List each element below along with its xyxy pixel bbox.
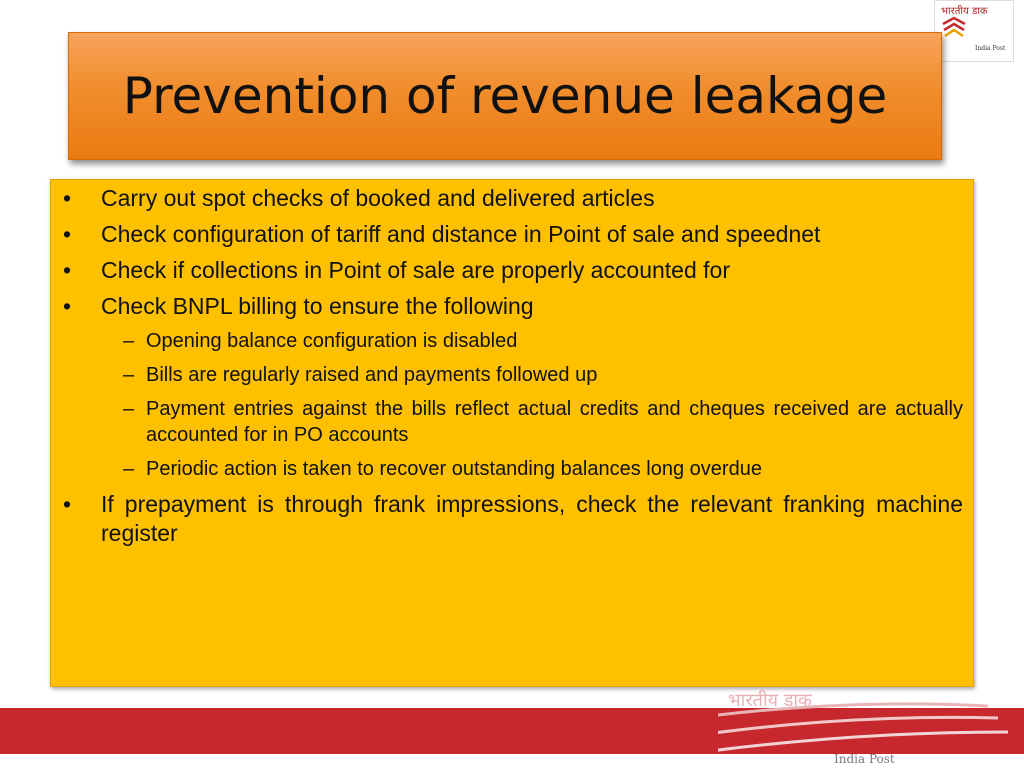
bullet-marker: • bbox=[63, 491, 72, 517]
logo-hindi-text: भारतीय डाक bbox=[941, 6, 988, 17]
sub-bullet-item bbox=[51, 362, 973, 388]
india-post-emblem-icon bbox=[941, 16, 967, 44]
bullet-item bbox=[51, 220, 973, 249]
footer-logo-english: India Post bbox=[834, 752, 895, 766]
page-title: Prevention of revenue leakage bbox=[122, 67, 888, 125]
bullet-text: If prepayment is through frank impressions, check the relevant franking machine register bbox=[101, 491, 963, 546]
bullet-marker: • bbox=[63, 257, 72, 283]
sub-bullet-item bbox=[51, 328, 973, 354]
bullet-marker: • bbox=[63, 293, 72, 319]
bullet-text: Payment entries against the bills reflect actual credits and cheques received are actually accounted for in PO accounts bbox=[146, 398, 963, 446]
content-box bbox=[50, 179, 974, 687]
sub-bullet-item bbox=[51, 396, 973, 448]
bullet-text: Bills are regularly raised and payments followed up bbox=[146, 364, 598, 386]
india-post-logo-footer bbox=[718, 688, 1018, 768]
dash-marker: – bbox=[123, 458, 135, 480]
dash-marker: – bbox=[123, 364, 135, 386]
bullet-text: Opening balance configuration is disabled bbox=[146, 330, 518, 352]
dash-marker: – bbox=[123, 330, 135, 352]
footer-logo-hindi: भारतीय डाक bbox=[728, 690, 812, 711]
title-box bbox=[68, 32, 942, 160]
logo-english-text: India Post bbox=[975, 45, 1006, 52]
bullet-item bbox=[51, 184, 973, 213]
sub-bullet-item bbox=[51, 456, 973, 482]
india-post-logo-top bbox=[934, 0, 1014, 62]
bullet-item bbox=[51, 256, 973, 285]
bullet-text: Check configuration of tariff and distance in Point of sale and speednet bbox=[101, 221, 821, 247]
bullet-list bbox=[51, 184, 973, 555]
bullet-text: Check if collections in Point of sale are properly accounted for bbox=[101, 257, 730, 283]
bullet-text: Periodic action is taken to recover outstanding balances long overdue bbox=[146, 458, 762, 480]
bullet-text: Carry out spot checks of booked and delivered articles bbox=[101, 185, 655, 211]
bullet-text: Check BNPL billing to ensure the following bbox=[101, 293, 534, 319]
dash-marker: – bbox=[123, 398, 135, 420]
bullet-marker: • bbox=[63, 185, 72, 211]
bullet-item bbox=[51, 490, 973, 548]
bullet-marker: • bbox=[63, 221, 72, 247]
bullet-item bbox=[51, 292, 973, 321]
